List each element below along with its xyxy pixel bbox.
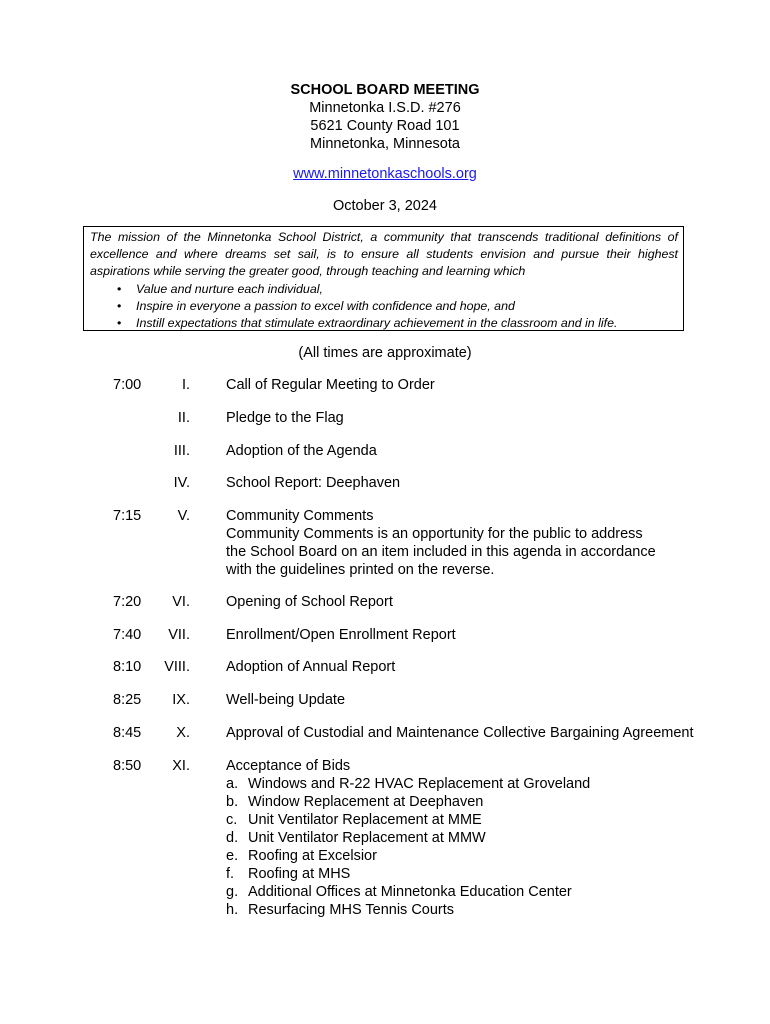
mission-bullets xyxy=(90,281,678,333)
item-number: VII. xyxy=(168,627,190,643)
bid-subitem xyxy=(226,901,766,919)
subitem-text: Roofing at MHS xyxy=(248,866,351,882)
bid-subitem xyxy=(226,829,766,847)
subitem-letter: a. xyxy=(226,776,239,792)
item-time: 8:10 xyxy=(113,659,142,675)
item-title: Enrollment/Open Enrollment Report xyxy=(226,627,456,643)
item-number: VIII. xyxy=(164,659,190,675)
website-line xyxy=(0,165,770,183)
item-title: Opening of School Report xyxy=(226,594,393,610)
bullet-icon: • xyxy=(117,298,122,313)
subitem-letter: c. xyxy=(226,812,238,828)
bullet-icon: • xyxy=(117,316,122,331)
subitem-text: Additional Offices at Minnetonka Education Center xyxy=(248,884,572,900)
item-time: 8:45 xyxy=(113,725,142,741)
subitem-letter: e. xyxy=(226,848,239,864)
district-name: Minnetonka I.S.D. #276 xyxy=(309,100,461,116)
street-address: 5621 County Road 101 xyxy=(310,118,460,134)
item-time: 8:50 xyxy=(113,758,142,774)
item-number: II. xyxy=(177,410,190,426)
city-state: Minnetonka, Minnesota xyxy=(310,136,460,152)
item-title: Approval of Custodial and Maintenance Collective Bargaining Agreement xyxy=(226,725,694,741)
mission-bullet: • Value and nurture each individual, xyxy=(90,281,678,298)
item-title: Call of Regular Meeting to Order xyxy=(226,377,435,393)
item-number: XI. xyxy=(172,758,190,774)
item-detail-line: the School Board on an item included in this agenda in accordance xyxy=(226,544,656,560)
subitem-text: Unit Ventilator Replacement at MME xyxy=(248,812,482,828)
subitem-text: Roofing at Excelsior xyxy=(248,848,377,864)
item-number: IX. xyxy=(172,692,190,708)
item-number: VI. xyxy=(172,594,190,610)
subitem-text: Window Replacement at Deephaven xyxy=(248,794,484,810)
meeting-title: SCHOOL BOARD MEETING xyxy=(290,82,480,98)
bid-subitem xyxy=(226,811,766,829)
item-title: School Report: Deephaven xyxy=(226,475,401,491)
item-number: V. xyxy=(177,508,190,524)
bid-subitem xyxy=(226,883,766,901)
item-number: III. xyxy=(173,443,190,459)
item-detail-line: Community Comments is an opportunity for the public to address xyxy=(226,526,643,542)
subitem-letter: g. xyxy=(226,884,239,900)
item-detail-line: with the guidelines printed on the reverse. xyxy=(226,562,495,578)
item-title: Pledge to the Flag xyxy=(226,410,344,426)
item-title: Acceptance of Bids xyxy=(226,758,351,774)
mission-bullet: • Instill expectations that stimulate extraordinary achievement in the classroom and in life. xyxy=(90,315,678,332)
meeting-date: October 3, 2024 xyxy=(333,198,437,214)
item-time: 7:40 xyxy=(113,627,142,643)
item-title: Well-being Update xyxy=(226,692,346,708)
bullet-icon: • xyxy=(117,281,122,296)
website-link[interactable]: www.minnetonkaschools.org xyxy=(293,166,477,182)
item-time: 7:15 xyxy=(113,508,142,524)
times-note: (All times are approximate) xyxy=(298,345,472,361)
item-number: IV. xyxy=(173,475,190,491)
subitem-text: Windows and R-22 HVAC Replacement at Groveland xyxy=(248,776,591,792)
subitem-letter: d. xyxy=(226,830,239,846)
subitem-letter: f. xyxy=(226,866,235,882)
item-title: Adoption of Annual Report xyxy=(226,659,396,675)
mission-intro: The mission of the Minnetonka School District, a community that transcends traditional definitions of excellence and where dreams set sail, is to ensure all students envision and pursue their highest aspirations while serving the greater good, through teaching and learning which xyxy=(90,230,678,279)
bid-subitem xyxy=(226,847,766,865)
item-number: X. xyxy=(176,725,190,741)
item-title: Community Comments xyxy=(226,508,374,524)
item-number: I. xyxy=(181,377,190,393)
bid-subitem xyxy=(226,865,766,883)
bid-subitem xyxy=(226,775,766,793)
subitem-text: Resurfacing MHS Tennis Courts xyxy=(248,902,455,918)
mission-bullet: • Inspire in everyone a passion to excel with confidence and hope, and xyxy=(90,298,678,315)
bid-subitem xyxy=(226,793,766,811)
subitem-letter: b. xyxy=(226,794,239,810)
item-time: 8:25 xyxy=(113,692,142,708)
item-time: 7:00 xyxy=(113,377,142,393)
subitem-text: Unit Ventilator Replacement at MMW xyxy=(248,830,486,846)
item-title: Adoption of the Agenda xyxy=(226,443,377,459)
item-time: 7:20 xyxy=(113,594,142,610)
mission-statement-box xyxy=(83,226,684,331)
subitem-letter: h. xyxy=(226,902,239,918)
